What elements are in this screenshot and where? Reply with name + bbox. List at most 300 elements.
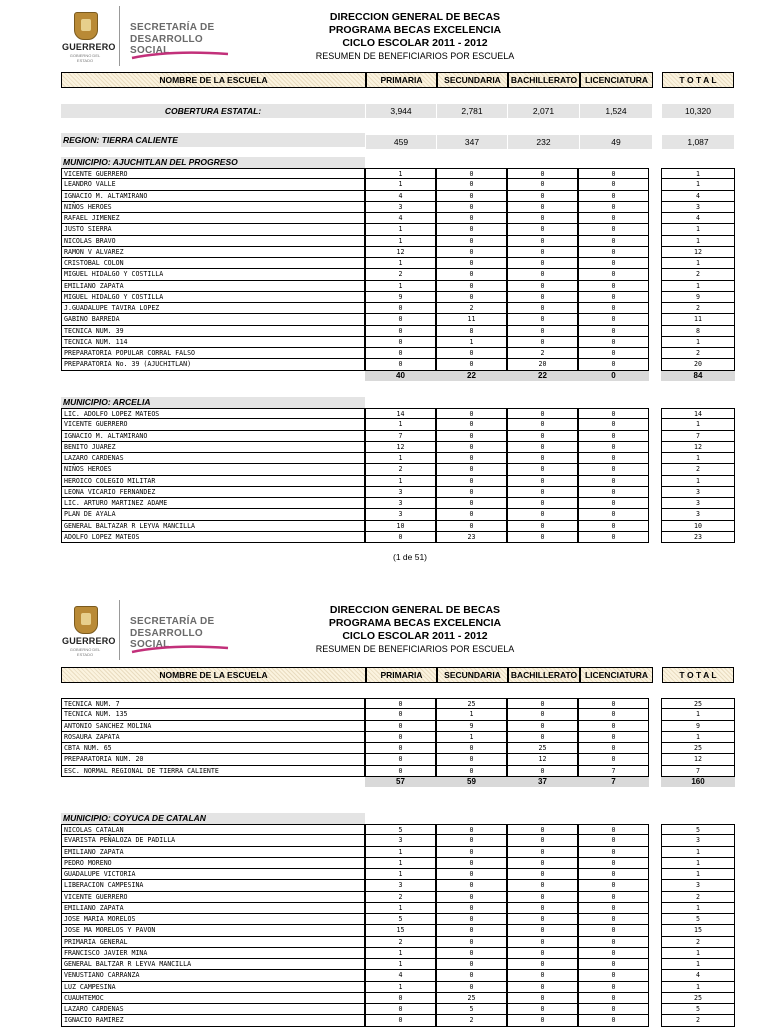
count-cell: 20 — [507, 359, 578, 370]
count-cell: 0 — [436, 247, 507, 258]
count-cell: 0 — [436, 766, 507, 777]
count-cell: 0 — [507, 419, 578, 430]
school-name-cell: NICOLAS BRAVO — [61, 236, 365, 247]
school-name-cell: CRISTOBAL COLON — [61, 258, 365, 269]
count-cell: 0 — [578, 743, 649, 754]
school-name-cell: LAZARO CARDENAS — [61, 1004, 365, 1015]
count-cell: 0 — [578, 464, 649, 475]
count-cell: 1 — [365, 869, 436, 880]
school-name-cell: ADOLFO LOPEZ MATEOS — [61, 532, 365, 543]
count-cell: 1 — [661, 732, 735, 743]
count-cell: 5 — [436, 1004, 507, 1015]
brand-line-2: DESARROLLO SOCIAL — [130, 34, 203, 56]
count-cell: 10 — [661, 521, 735, 532]
table-row — [61, 835, 735, 846]
count-cell: 20 — [661, 359, 735, 370]
count-cell: 1 — [661, 337, 735, 348]
region-bachillerato: 232 — [508, 135, 579, 149]
count-cell: 0 — [507, 880, 578, 891]
brand-line-1: SECRETARÍA DE — [130, 22, 215, 33]
count-cell: 1 — [661, 179, 735, 190]
school-name-cell: EMILIANO ZAPATA — [61, 847, 365, 858]
count-cell: 15 — [365, 925, 436, 936]
count-cell: 1 — [365, 168, 436, 179]
col-header-total: T O T A L — [662, 72, 734, 88]
count-cell: 0 — [436, 970, 507, 981]
count-cell: 0 — [578, 431, 649, 442]
count-cell: 0 — [578, 191, 649, 202]
count-cell: 1 — [661, 476, 735, 487]
count-cell: 2 — [365, 464, 436, 475]
count-cell: 3 — [661, 880, 735, 891]
region-licenciatura: 49 — [580, 135, 652, 149]
count-cell: 0 — [578, 224, 649, 235]
count-cell: 0 — [578, 269, 649, 280]
count-cell: 0 — [507, 179, 578, 190]
school-name-cell: JOSE MA MORELOS Y PAVON — [61, 925, 365, 936]
count-cell: 0 — [578, 476, 649, 487]
count-cell: 11 — [661, 314, 735, 325]
table-row — [61, 858, 735, 869]
count-cell: 0 — [436, 880, 507, 891]
count-cell: 0 — [578, 247, 649, 258]
count-cell: 7 — [365, 431, 436, 442]
count-cell: 0 — [578, 835, 649, 846]
count-cell: 1 — [365, 281, 436, 292]
count-cell: 0 — [507, 937, 578, 948]
count-cell: 0 — [436, 959, 507, 970]
count-cell: 0 — [578, 281, 649, 292]
count-cell: 5 — [661, 914, 735, 925]
report-title-2: PROGRAMA BECAS EXCELENCIA — [328, 24, 502, 36]
count-cell: 1 — [365, 982, 436, 993]
count-cell: 0 — [578, 937, 649, 948]
school-name-cell: EMILIANO ZAPATA — [61, 903, 365, 914]
count-cell: 0 — [507, 509, 578, 520]
count-cell: 25 — [661, 698, 735, 709]
table-row — [61, 948, 735, 959]
count-cell: 1 — [661, 948, 735, 959]
count-cell: 0 — [436, 191, 507, 202]
count-cell: 9 — [365, 292, 436, 303]
col-header-licenciatura: LICENCIATURA — [580, 72, 653, 88]
count-cell: 0 — [507, 959, 578, 970]
subtotal-cell: 57 — [365, 777, 436, 787]
col-header-primaria: PRIMARIA — [366, 667, 437, 683]
count-cell: 4 — [661, 191, 735, 202]
count-cell: 0 — [578, 824, 649, 835]
school-name-cell: CBTA NUM. 65 — [61, 743, 365, 754]
count-cell: 0 — [507, 453, 578, 464]
school-name-cell: EMILIANO ZAPATA — [61, 281, 365, 292]
count-cell: 8 — [436, 326, 507, 337]
count-cell: 1 — [436, 337, 507, 348]
municipio-label: MUNICIPIO: COYUCA DE CATALAN — [61, 813, 365, 824]
count-cell: 0 — [507, 292, 578, 303]
municipio-label: MUNICIPIO: ARCELIA — [61, 397, 365, 408]
report-subtitle: RESUMEN DE BENEFICIARIOS POR ESCUELA — [315, 644, 515, 654]
count-cell: 0 — [507, 258, 578, 269]
count-cell: 0 — [578, 858, 649, 869]
count-cell: 0 — [507, 721, 578, 732]
col-header-primaria: PRIMARIA — [366, 72, 437, 88]
count-cell: 0 — [578, 326, 649, 337]
table-row — [61, 709, 735, 720]
school-name-cell: LAZARO CARDENAS — [61, 453, 365, 464]
count-cell: 0 — [578, 337, 649, 348]
count-cell: 12 — [661, 754, 735, 765]
count-cell: 3 — [365, 880, 436, 891]
count-cell: 0 — [507, 993, 578, 1004]
count-cell: 0 — [365, 993, 436, 1004]
count-cell: 0 — [507, 442, 578, 453]
count-cell: 0 — [365, 1004, 436, 1015]
table-row — [61, 766, 735, 777]
count-cell: 2 — [661, 269, 735, 280]
school-name-cell: LIBERACION CAMPESINA — [61, 880, 365, 891]
count-cell: 3 — [365, 498, 436, 509]
count-cell: 2 — [365, 937, 436, 948]
count-cell: 3 — [661, 202, 735, 213]
count-cell: 0 — [578, 236, 649, 247]
school-name-cell: LUZ CAMPESINA — [61, 982, 365, 993]
count-cell: 0 — [507, 903, 578, 914]
count-cell: 0 — [436, 498, 507, 509]
school-name-cell: TECNICA NUM. 7 — [61, 698, 365, 709]
count-cell: 0 — [578, 698, 649, 709]
count-cell: 2 — [661, 464, 735, 475]
count-cell: 0 — [578, 1004, 649, 1015]
count-cell: 0 — [436, 258, 507, 269]
count-cell: 0 — [365, 303, 436, 314]
school-name-cell: ANTONIO SANCHEZ MOLINA — [61, 721, 365, 732]
school-name-cell: JUSTO SIERRA — [61, 224, 365, 235]
count-cell: 0 — [365, 348, 436, 359]
subtotal-cell: 40 — [365, 371, 436, 381]
count-cell: 0 — [365, 326, 436, 337]
school-name-cell: EVARISTA PEÑALOZA DE PADILLA — [61, 835, 365, 846]
table-row — [61, 1015, 735, 1026]
report-title-1: DIRECCION GENERAL DE BECAS — [329, 11, 501, 23]
col-header-secundaria: SECUNDARIA — [437, 72, 508, 88]
school-table — [61, 824, 735, 1027]
count-cell: 0 — [578, 213, 649, 224]
count-cell: 1 — [436, 732, 507, 743]
table-row — [61, 721, 735, 732]
count-cell: 0 — [365, 732, 436, 743]
school-name-cell: TECNICA NUM. 39 — [61, 326, 365, 337]
count-cell: 0 — [578, 292, 649, 303]
count-cell: 1 — [661, 709, 735, 720]
count-cell: 1 — [661, 168, 735, 179]
count-cell: 0 — [436, 348, 507, 359]
subtotal-cell: 37 — [507, 777, 578, 787]
count-cell: 0 — [436, 925, 507, 936]
brand-line-1: SECRETARÍA DE — [130, 616, 215, 627]
count-cell: 0 — [507, 847, 578, 858]
count-cell: 0 — [578, 498, 649, 509]
count-cell: 7 — [661, 431, 735, 442]
count-cell: 0 — [365, 314, 436, 325]
count-cell: 1 — [436, 709, 507, 720]
count-cell: 0 — [436, 914, 507, 925]
count-cell: 0 — [436, 453, 507, 464]
school-name-cell: GUADALUPE VICTORIA — [61, 869, 365, 880]
count-cell: 0 — [578, 993, 649, 1004]
school-name-cell: GENERAL BALTAZAR R LEYVA MANCILLA — [61, 521, 365, 532]
count-cell: 3 — [365, 509, 436, 520]
count-cell: 4 — [365, 970, 436, 981]
school-name-cell: VICENTE GUERRERO — [61, 168, 365, 179]
count-cell: 0 — [436, 464, 507, 475]
count-cell: 0 — [578, 982, 649, 993]
count-cell: 1 — [365, 236, 436, 247]
count-cell: 25 — [661, 993, 735, 1004]
count-cell: 0 — [507, 202, 578, 213]
count-cell: 0 — [507, 224, 578, 235]
count-cell: 2 — [661, 937, 735, 948]
count-cell: 1 — [365, 258, 436, 269]
count-cell: 0 — [578, 948, 649, 959]
cobertura-bachillerato: 2,071 — [508, 104, 579, 118]
count-cell: 0 — [507, 869, 578, 880]
school-name-cell: TECNICA NUM. 135 — [61, 709, 365, 720]
count-cell: 0 — [578, 419, 649, 430]
count-cell: 0 — [578, 303, 649, 314]
count-cell: 0 — [436, 869, 507, 880]
school-name-cell: LEONA VICARIO FERNANDEZ — [61, 487, 365, 498]
count-cell: 0 — [578, 721, 649, 732]
count-cell: 23 — [436, 532, 507, 543]
school-name-cell: NIÑOS HEROES — [61, 202, 365, 213]
count-cell: 0 — [578, 847, 649, 858]
subtotal-cell: 22 — [507, 371, 578, 381]
count-cell: 9 — [436, 721, 507, 732]
count-cell: 15 — [661, 925, 735, 936]
count-cell: 0 — [578, 509, 649, 520]
school-name-cell: ESC. NORMAL REGIONAL DE TIERRA CALIENTE — [61, 766, 365, 777]
count-cell: 0 — [507, 521, 578, 532]
report-title-3: CICLO ESCOLAR 2011 - 2012 — [342, 37, 488, 49]
col-header-secundaria: SECUNDARIA — [437, 667, 508, 683]
count-cell: 14 — [365, 408, 436, 419]
count-cell: 1 — [661, 869, 735, 880]
subtotal-cell: 0 — [578, 371, 649, 381]
count-cell: 11 — [436, 314, 507, 325]
count-cell: 0 — [578, 970, 649, 981]
count-cell: 0 — [507, 532, 578, 543]
school-name-cell: VENUSTIANO CARRANZA — [61, 970, 365, 981]
count-cell: 2 — [436, 303, 507, 314]
col-header-bachillerato: BACHILLERATO — [508, 72, 580, 88]
school-name-cell: MIGUEL HIDALGO Y COSTILLA — [61, 292, 365, 303]
count-cell: 2 — [661, 892, 735, 903]
count-cell: 0 — [436, 835, 507, 846]
count-cell: 0 — [578, 532, 649, 543]
count-cell: 7 — [578, 766, 649, 777]
count-cell: 0 — [578, 1015, 649, 1026]
school-name-cell: ROSAURA ZAPATA — [61, 732, 365, 743]
count-cell: 0 — [578, 914, 649, 925]
table-row — [61, 743, 735, 754]
count-cell: 7 — [661, 766, 735, 777]
school-table — [61, 698, 735, 787]
count-cell: 0 — [436, 431, 507, 442]
col-header-bachillerato: BACHILLERATO — [508, 667, 580, 683]
count-cell: 0 — [578, 732, 649, 743]
count-cell: 0 — [436, 202, 507, 213]
cobertura-primaria: 3,944 — [366, 104, 436, 118]
count-cell: 1 — [365, 476, 436, 487]
count-cell: 0 — [365, 721, 436, 732]
count-cell: 1 — [661, 281, 735, 292]
count-cell: 0 — [507, 191, 578, 202]
table-row — [61, 970, 735, 981]
count-cell: 0 — [436, 982, 507, 993]
count-cell: 9 — [661, 292, 735, 303]
count-cell: 12 — [661, 247, 735, 258]
school-name-cell: NICOLAS CATALAN — [61, 824, 365, 835]
count-cell: 0 — [507, 892, 578, 903]
count-cell: 0 — [365, 766, 436, 777]
count-cell: 5 — [365, 914, 436, 925]
count-cell: 1 — [365, 847, 436, 858]
count-cell: 1 — [661, 903, 735, 914]
school-name-cell: PREPARATORIA POPULAR CORRAL FALSO — [61, 348, 365, 359]
subtotal-cell: 22 — [436, 371, 507, 381]
count-cell: 0 — [436, 509, 507, 520]
count-cell: 0 — [436, 487, 507, 498]
school-name-cell: GABINO BARREDA — [61, 314, 365, 325]
count-cell: 0 — [578, 709, 649, 720]
table-row — [61, 937, 735, 948]
count-cell: 0 — [578, 168, 649, 179]
count-cell: 2 — [436, 1015, 507, 1026]
count-cell: 2 — [365, 892, 436, 903]
col-header-total: T O T A L — [662, 667, 734, 683]
count-cell: 14 — [661, 408, 735, 419]
report-title-1: DIRECCION GENERAL DE BECAS — [329, 604, 501, 616]
col-header-licenciatura: LICENCIATURA — [580, 667, 653, 683]
count-cell: 0 — [507, 498, 578, 509]
count-cell: 0 — [365, 709, 436, 720]
count-cell: 23 — [661, 532, 735, 543]
count-cell: 3 — [365, 487, 436, 498]
table-row — [61, 914, 735, 925]
count-cell: 0 — [507, 982, 578, 993]
table-row — [61, 993, 735, 1004]
region-total: 1,087 — [662, 135, 734, 149]
cobertura-licenciatura: 1,524 — [580, 104, 652, 118]
subtotal-row — [61, 777, 735, 787]
count-cell: 0 — [507, 314, 578, 325]
count-cell: 0 — [436, 847, 507, 858]
guerrero-crest-icon: GUERRERO GOBIERNO DEL ESTADO — [62, 10, 108, 62]
count-cell: 0 — [578, 925, 649, 936]
table-row — [61, 1004, 735, 1015]
count-cell: 0 — [436, 948, 507, 959]
count-cell: 0 — [365, 754, 436, 765]
count-cell: 0 — [507, 269, 578, 280]
count-cell: 12 — [365, 247, 436, 258]
count-cell: 9 — [661, 721, 735, 732]
count-cell: 0 — [507, 408, 578, 419]
count-cell: 1 — [365, 224, 436, 235]
count-cell: 1 — [661, 982, 735, 993]
count-cell: 0 — [436, 937, 507, 948]
school-name-cell: LIC. ARTURO MARTINEZ ADAME — [61, 498, 365, 509]
table-row — [61, 959, 735, 970]
school-name-cell: VICENTE GUERRERO — [61, 892, 365, 903]
count-cell: 0 — [507, 698, 578, 709]
swoosh-icon — [130, 642, 230, 656]
municipio-label: MUNICIPIO: AJUCHITLAN DEL PROGRESO — [61, 157, 365, 168]
brand-line-2: DESARROLLO SOCIAL — [130, 628, 203, 650]
school-name-cell: FRANCISCO JAVIER MINA — [61, 948, 365, 959]
count-cell: 0 — [507, 337, 578, 348]
count-cell: 25 — [507, 743, 578, 754]
count-cell: 0 — [436, 743, 507, 754]
count-cell: 4 — [661, 213, 735, 224]
school-name-cell: BENITO JUAREZ — [61, 442, 365, 453]
count-cell: 0 — [436, 292, 507, 303]
count-cell: 1 — [661, 419, 735, 430]
school-name-cell: VICENTE GUERRERO — [61, 419, 365, 430]
count-cell: 0 — [507, 487, 578, 498]
count-cell: 2 — [507, 348, 578, 359]
count-cell: 0 — [507, 431, 578, 442]
count-cell: 0 — [365, 743, 436, 754]
count-cell: 3 — [365, 835, 436, 846]
count-cell: 0 — [507, 247, 578, 258]
header-logo — [62, 600, 232, 660]
count-cell: 0 — [365, 698, 436, 709]
count-cell: 0 — [436, 236, 507, 247]
count-cell: 12 — [365, 442, 436, 453]
count-cell: 3 — [661, 509, 735, 520]
school-name-cell: TECNICA NUM. 114 — [61, 337, 365, 348]
school-name-cell: PREPARATORIA NUM. 20 — [61, 754, 365, 765]
school-name-cell: HEROICO COLEGIO MILITAR — [61, 476, 365, 487]
count-cell: 10 — [365, 521, 436, 532]
count-cell: 2 — [661, 303, 735, 314]
count-cell: 8 — [661, 326, 735, 337]
count-cell: 0 — [507, 168, 578, 179]
count-cell: 0 — [578, 487, 649, 498]
count-cell: 1 — [365, 858, 436, 869]
count-cell: 0 — [436, 858, 507, 869]
school-name-cell: PREPARATORIA No. 39 (AJUCHITLAN) — [61, 359, 365, 370]
count-cell: 2 — [661, 1015, 735, 1026]
count-cell: 3 — [661, 487, 735, 498]
count-cell: 0 — [436, 359, 507, 370]
count-cell: 3 — [365, 202, 436, 213]
count-cell: 0 — [507, 709, 578, 720]
count-cell: 0 — [507, 914, 578, 925]
report-title-3: CICLO ESCOLAR 2011 - 2012 — [342, 630, 488, 642]
count-cell: 0 — [578, 869, 649, 880]
count-cell: 0 — [436, 754, 507, 765]
school-name-cell: CUAUHTEMOC — [61, 993, 365, 1004]
count-cell: 0 — [578, 202, 649, 213]
count-cell: 3 — [661, 498, 735, 509]
count-cell: 2 — [365, 269, 436, 280]
count-cell: 0 — [365, 337, 436, 348]
school-name-cell: LEANDRO VALLE — [61, 179, 365, 190]
school-name-cell: LIC. ADOLFO LOPEZ MATEOS — [61, 408, 365, 419]
region-secundaria: 347 — [437, 135, 507, 149]
count-cell: 3 — [661, 835, 735, 846]
